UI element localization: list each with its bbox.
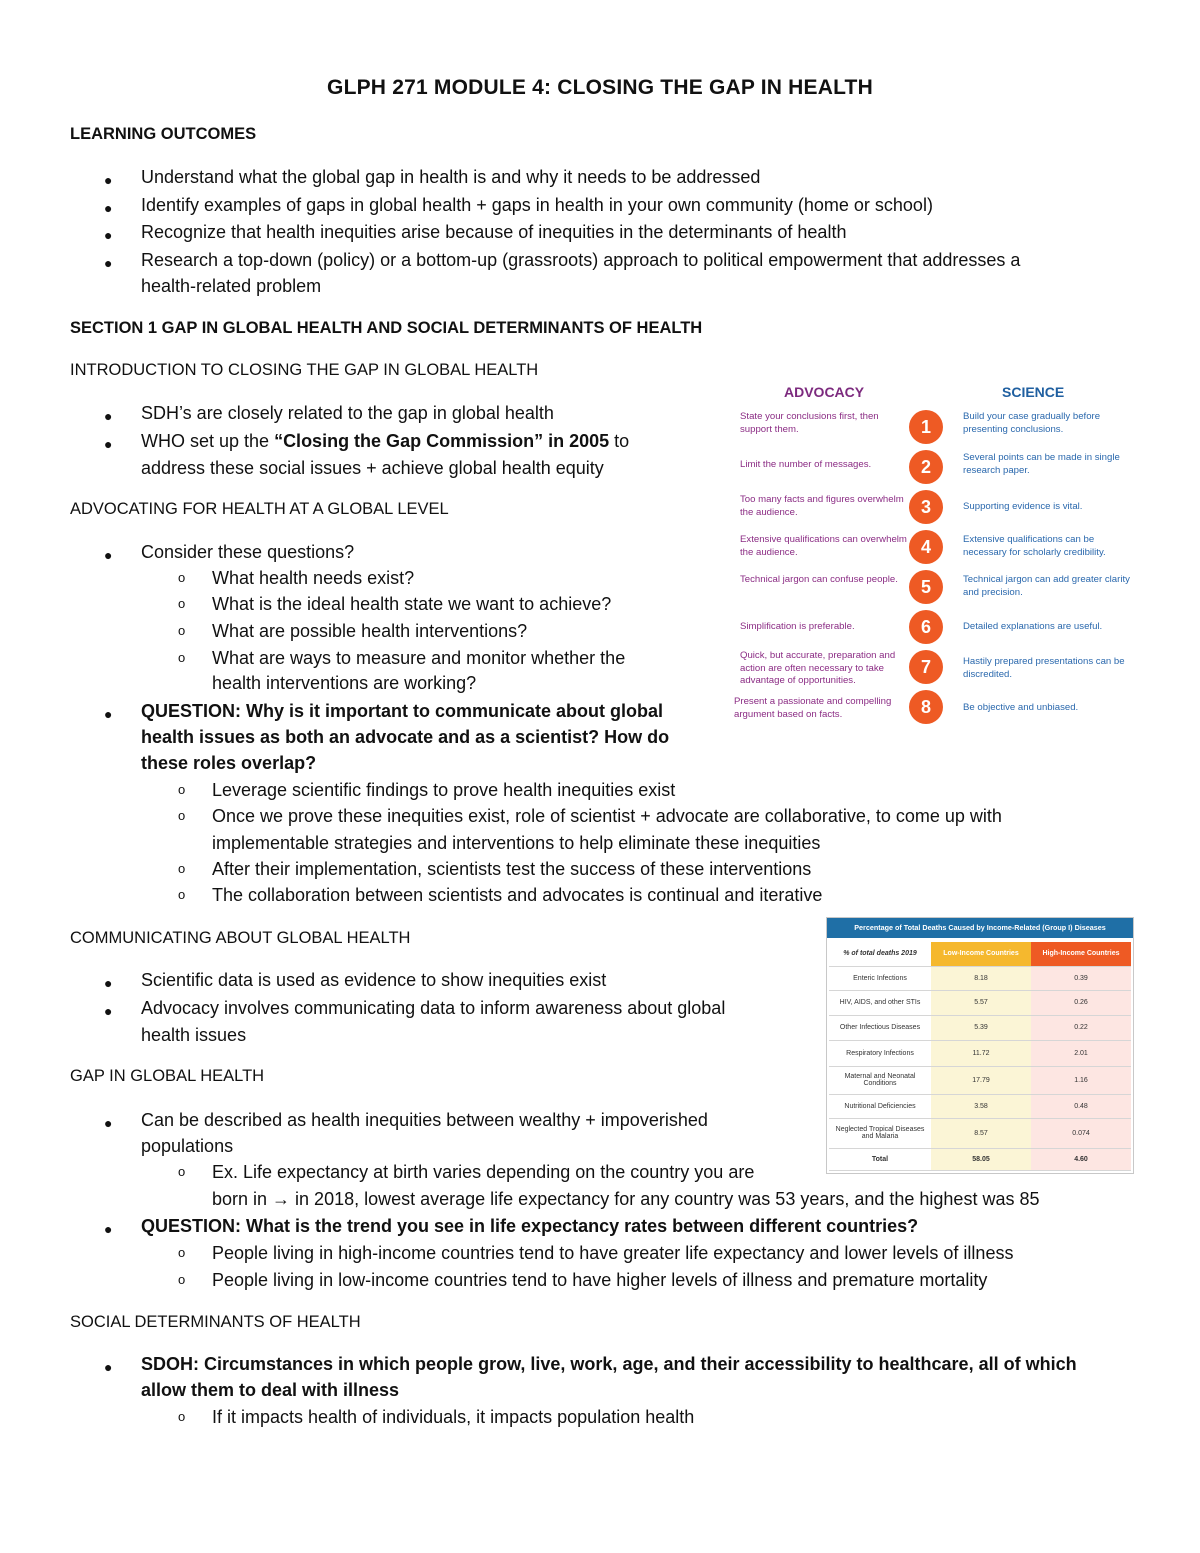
sub-bullet: o [178,782,186,797]
table-row [829,1118,1131,1148]
row-high: 1.16 [1031,1066,1131,1094]
total-low: 58.05 [931,1148,1031,1170]
row-label: Respiratory Infections [829,1040,931,1066]
advocating-sub-1: What health needs exist? [212,568,415,588]
advocating-heading: ADVOCATING FOR HEALTH AT A GLOBAL LEVEL [70,500,449,518]
gap-heading: GAP IN GLOBAL HEALTH [70,1067,265,1085]
section1-heading: SECTION 1 GAP IN GLOBAL HEALTH AND SOCIAL DETERMINANTS OF HEALTH [70,319,703,337]
advocating-sub-4: What are ways to measure and monitor whether the [212,648,626,668]
table-row [829,966,1131,990]
row-high: 0.39 [1031,966,1131,990]
science-point-7: Hastily prepared presentations can be discredited. [963,656,1125,680]
step-circle-3: 3 [909,490,943,524]
row-label: HIV, AIDS, and other STIs [829,990,931,1015]
row-label: Other Infectious Diseases [829,1015,931,1040]
bullet: ● [104,172,113,188]
bullet: ● [104,1115,113,1131]
bullet: ● [104,200,113,216]
science-point-5: Technical jargon can add greater clarity and precision. [963,574,1130,598]
deaths-table-title: Percentage of Total Deaths Caused by Income-Related (Group I) Diseases [827,918,1133,938]
step-circle-5: 5 [909,570,943,604]
gap-sub-1-cont: born in → in 2018, lowest average life expectancy for any country was 53 years, and the highest was 85 [212,1189,1040,1209]
advocating-sub-3: What are possible health interventions? [212,621,528,641]
advocacy-point-7: Quick, but accurate, preparation and action are often necessary to take advantage of opportunities. [740,650,896,686]
sub-bullet: o [178,1164,186,1179]
row-low: 5.57 [931,990,1031,1015]
bullet: ● [104,1221,113,1237]
bullet: ● [104,1359,113,1375]
row-low: 8.57 [931,1118,1031,1148]
sub-bullet: o [178,1245,186,1260]
advocating-sub-4-cont: health interventions are working? [212,673,477,693]
sub-bullet: o [178,1272,186,1287]
sub-bullet: o [178,887,186,902]
outcome-4: Research a top-down (policy) or a bottom-up (grassroots) approach to political empowerment that addresses a [141,250,1021,270]
sub-bullet: o [178,623,186,638]
outcome-2: Identify examples of gaps in global health + gaps in health in your own community (home or school) [141,195,933,215]
bullet: ● [104,408,113,424]
table-header-year: % of total deaths 2019 [829,942,931,966]
table-row [829,990,1131,1015]
row-low: 5.39 [931,1015,1031,1040]
communicating-bullet-2: Advocacy involves communicating data to inform awareness about global [141,998,726,1018]
deaths-table-figure [826,917,1134,1174]
communicating-heading: COMMUNICATING ABOUT GLOBAL HEALTH [70,929,411,947]
sub-bullet: o [178,1409,186,1424]
gap-sub-1: Ex. Life expectancy at birth varies depending on the country you are [212,1162,755,1182]
advocating-answer-2-cont: implementable strategies and interventions to help eliminate these inequities [212,833,821,853]
bullet: ● [104,227,113,243]
advocacy-point-3: Too many facts and figures overwhelm the audience. [740,494,904,518]
advocacy-point-4: Extensive qualifications can overwhelm the audience. [740,534,907,558]
step-circle-4: 4 [909,530,943,564]
total-label: Total [829,1148,931,1170]
advocating-question-line-2: health issues as both an advocate and as a scientist? How do [141,727,670,747]
step-circle-6: 6 [909,610,943,644]
gap-bullet-1-cont: populations [141,1136,234,1156]
table-row [829,1040,1131,1066]
row-label: Nutritional Deficiencies [829,1094,931,1118]
sdoh-bullet-1: SDOH: Circumstances in which people grow, live, work, age, and their accessibility to healthcare, all of which [141,1354,1077,1374]
science-point-2: Several points can be made in single research paper. [963,452,1120,476]
advocacy-point-2: Limit the number of messages. [740,459,872,470]
intro-bullet-1: SDH’s are closely related to the gap in global health [141,403,554,423]
science-title: SCIENCE [1002,384,1065,400]
total-high: 4.60 [1031,1148,1131,1170]
communicating-bullet-2-cont: health issues [141,1025,247,1045]
table-total-row [829,1148,1131,1170]
sub-bullet: o [178,596,186,611]
row-high: 0.26 [1031,990,1131,1015]
bullet: ● [104,706,113,722]
step-circle-8: 8 [909,690,943,724]
intro-bullet-2: WHO set up the “Closing the Gap Commission” in 2005 to [141,431,630,451]
row-low: 11.72 [931,1040,1031,1066]
sdoh-bullet-1-cont: allow them to deal with illness [141,1380,400,1400]
bullet: ● [104,255,113,271]
advocating-answer-2: Once we prove these inequities exist, role of scientist + advocate are collaborative, to come up with [212,806,1002,826]
bullet: ● [104,975,113,991]
intro-bullet-2-cont: address these social issues + achieve global health equity [141,458,604,478]
advocacy-point-5: Technical jargon can confuse people. [740,574,898,585]
advocacy-point-8: Present a passionate and compelling argument based on facts. [734,696,892,720]
bullet: ● [104,1003,113,1019]
science-point-1: Build your case gradually before presenting conclusions. [963,411,1101,435]
row-high: 2.01 [1031,1040,1131,1066]
row-label: Neglected Tropical Diseases and Malaria [829,1118,931,1148]
row-high: 0.22 [1031,1015,1131,1040]
row-low: 17.79 [931,1066,1031,1094]
advocacy-point-1: State your conclusions first, then support them. [740,411,879,435]
row-label: Enteric Infections [829,966,931,990]
row-low: 3.58 [931,1094,1031,1118]
learning-outcomes-heading: LEARNING OUTCOMES [70,125,257,143]
row-high: 0.48 [1031,1094,1131,1118]
gap-answer-2: People living in low-income countries tend to have higher levels of illness and premature mortality [212,1270,988,1290]
advocating-question-line-3: these roles overlap? [141,753,317,773]
outcome-1: Understand what the global gap in health is and why it needs to be addressed [141,167,761,187]
advocacy-science-infographic [728,380,1136,732]
advocacy-title: ADVOCACY [784,384,865,400]
science-point-6: Detailed explanations are useful. [963,621,1103,632]
outcome-4-cont: health-related problem [141,276,322,296]
step-circle-1: 1 [909,410,943,444]
advocating-bullet-1: Consider these questions? [141,542,355,562]
gap-question: QUESTION: What is the trend you see in life expectancy rates between different countries? [141,1216,919,1236]
step-circle-2: 2 [909,450,943,484]
advocating-sub-2: What is the ideal health state we want to achieve? [212,594,612,614]
science-point-8: Be objective and unbiased. [963,702,1079,713]
page-title: GLPH 271 MODULE 4: CLOSING THE GAP IN HEALTH [327,76,873,99]
science-point-4: Extensive qualifications can be necessary for scholarly credibility. [963,534,1106,558]
table-row [829,1094,1131,1118]
arrow-right-icon: → [272,1189,291,1209]
table-header-low-income: Low-Income Countries [931,942,1031,966]
sdoh-sub-1: If it impacts health of individuals, it impacts population health [212,1407,695,1427]
bullet: ● [104,547,113,563]
advocacy-point-6: Simplification is preferable. [740,621,855,632]
science-point-3: Supporting evidence is vital. [963,501,1083,512]
advocating-question-line-1: QUESTION: Why is it important to communicate about global [141,701,664,721]
outcome-3: Recognize that health inequities arise because of inequities in the determinants of health [141,222,847,242]
sdoh-heading: SOCIAL DETERMINANTS OF HEALTH [70,1313,361,1331]
row-low: 8.18 [931,966,1031,990]
row-high: 0.074 [1031,1118,1131,1148]
row-label: Maternal and Neonatal Conditions [829,1066,931,1094]
sub-bullet: o [178,570,186,585]
communicating-bullet-1: Scientific data is used as evidence to show inequities exist [141,970,607,990]
advocating-answer-3: After their implementation, scientists test the success of these interventions [212,859,812,879]
table-row [829,1066,1131,1094]
table-row [829,1015,1131,1040]
deaths-table [829,942,1131,1171]
table-header-high-income: High-Income Countries [1031,942,1131,966]
step-circle-7: 7 [909,650,943,684]
gap-answer-1: People living in high-income countries tend to have greater life expectancy and lower levels of illness [212,1243,1014,1263]
intro-heading: INTRODUCTION TO CLOSING THE GAP IN GLOBAL HEALTH [70,361,539,379]
bullet: ● [104,436,113,452]
advocating-answer-1: Leverage scientific findings to prove health inequities exist [212,780,676,800]
gap-bullet-1: Can be described as health inequities between wealthy + impoverished [141,1110,708,1130]
advocating-answer-4: The collaboration between scientists and advocates is continual and iterative [212,885,823,905]
sub-bullet: o [178,650,186,665]
sub-bullet: o [178,808,186,823]
sub-bullet: o [178,861,186,876]
